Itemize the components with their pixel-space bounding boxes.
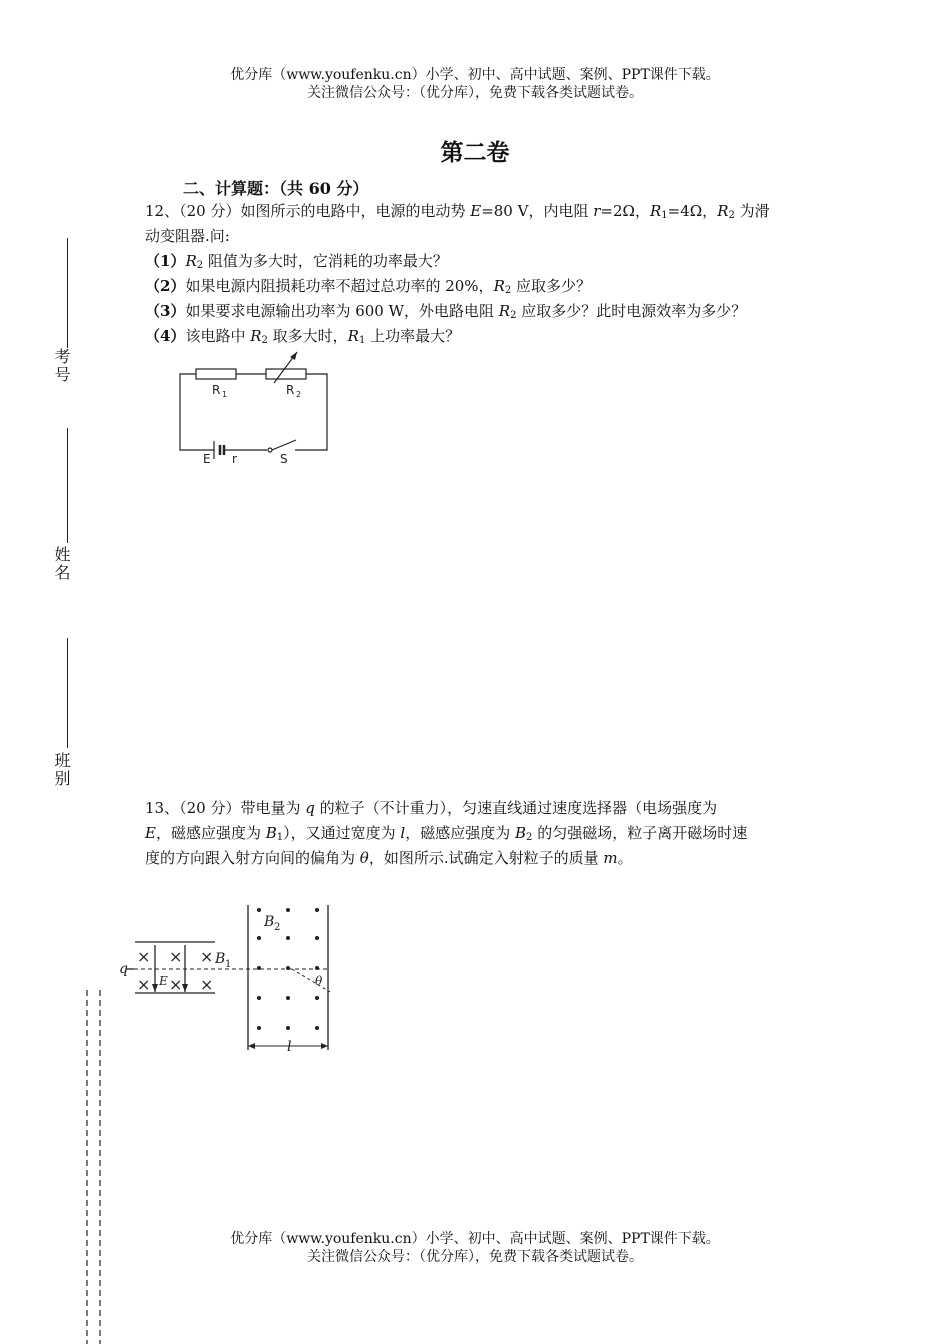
footer-line-2: 关注微信公众号：（优分库），免费下载各类试题试卷。 (307, 1249, 643, 1265)
svg-text:1: 1 (225, 959, 232, 970)
question-12 (145, 199, 810, 349)
cross-1: × (137, 947, 151, 966)
question-13 (145, 796, 810, 871)
header-line-1: 优分库（www.youfenku.cn）小学、初中、高中试题、案例、PPT课件下载。 (230, 67, 720, 83)
q12-stem: 12、（20 分）如图所示的电路中，电源的电动势 E=80 V，内电阻 r=2Ω，$R_1=4\Omega$，$R_2$ 为滑 (145, 202, 770, 221)
label-s: S (280, 452, 288, 466)
exam-no-label: 考号 (52, 348, 71, 384)
resistor-r1 (196, 369, 236, 379)
cross-6: × (200, 975, 214, 994)
label-r2: R (286, 383, 295, 397)
q12-stem-cont: 动变阻器.问: (145, 227, 230, 245)
svg-text:1: 1 (222, 390, 228, 399)
header-line-2: 关注微信公众号：（优分库），免费下载各类试题试卷。 (307, 85, 643, 101)
q13-line-2: E，磁感应强度为 $B_1$），又通过宽度为 l，磁感应强度为 $B_2$ 的匀强磁场，粒子离开磁场时速 (145, 824, 748, 843)
label-q: q (119, 961, 128, 977)
footer-line-1: 优分库（www.youfenku.cn）小学、初中、高中试题、案例、PPT课件下载。 (230, 1231, 720, 1247)
name-line (67, 428, 68, 543)
q12-part-3: （3）如果要求电源输出功率为 600 W，外电路电阻 $R_2$ 应取多少？此时电源效率为多少？ (145, 302, 747, 321)
label-b2: B (264, 914, 275, 930)
q13-line-3: 度的方向跟入射方向间的偏角为 θ，如图所示.试确定入射粒子的质量 m。 (145, 849, 633, 867)
q13-line-1: 13、（20 分）带电量为 q 的粒子（不计重力），匀速直线通过速度选择器（电场强度为 (145, 799, 718, 817)
q12-part-1: $(1)R_2$ 阻值为多大时，它消耗的功率最大？ (145, 252, 448, 271)
page-title: 第二卷 (440, 139, 510, 166)
svg-text:2: 2 (274, 922, 281, 933)
name-label: 姓名 (52, 546, 71, 582)
svg-text:2: 2 (296, 390, 302, 399)
resistor-r2 (266, 369, 306, 379)
q12-part-2: （2）如果电源内阻损耗功率不超过总功率的 20%，$R_2$ 应取多少？ (145, 277, 592, 296)
cross-4: × (137, 975, 151, 994)
class-label: 班别 (52, 752, 71, 788)
label-e: E (203, 452, 211, 466)
label-theta: θ (315, 974, 323, 988)
page-footer (0, 1230, 950, 1266)
section-heading: 二、计算题：（共 60 分） (183, 179, 369, 198)
q12-part-4: （4）该电路中 $R_2$ 取多大时，$R_1$ 上功率最大？ (145, 327, 461, 346)
exam-no-line (67, 238, 68, 348)
label-r: r (232, 452, 237, 466)
class-line (67, 638, 68, 748)
magnetic-field-diagram (110, 900, 340, 1060)
cut-line (80, 990, 110, 1344)
cross-2: × (169, 947, 183, 966)
label-r1: R (212, 383, 221, 397)
label-b1: B (215, 951, 226, 967)
cross-5: × (169, 975, 183, 994)
circuit-diagram (170, 345, 345, 475)
cross-3: × (200, 947, 214, 966)
page-header (0, 66, 950, 102)
binding-sidebar (40, 230, 80, 810)
label-l: l (287, 1039, 292, 1055)
label-e: E (159, 974, 168, 988)
